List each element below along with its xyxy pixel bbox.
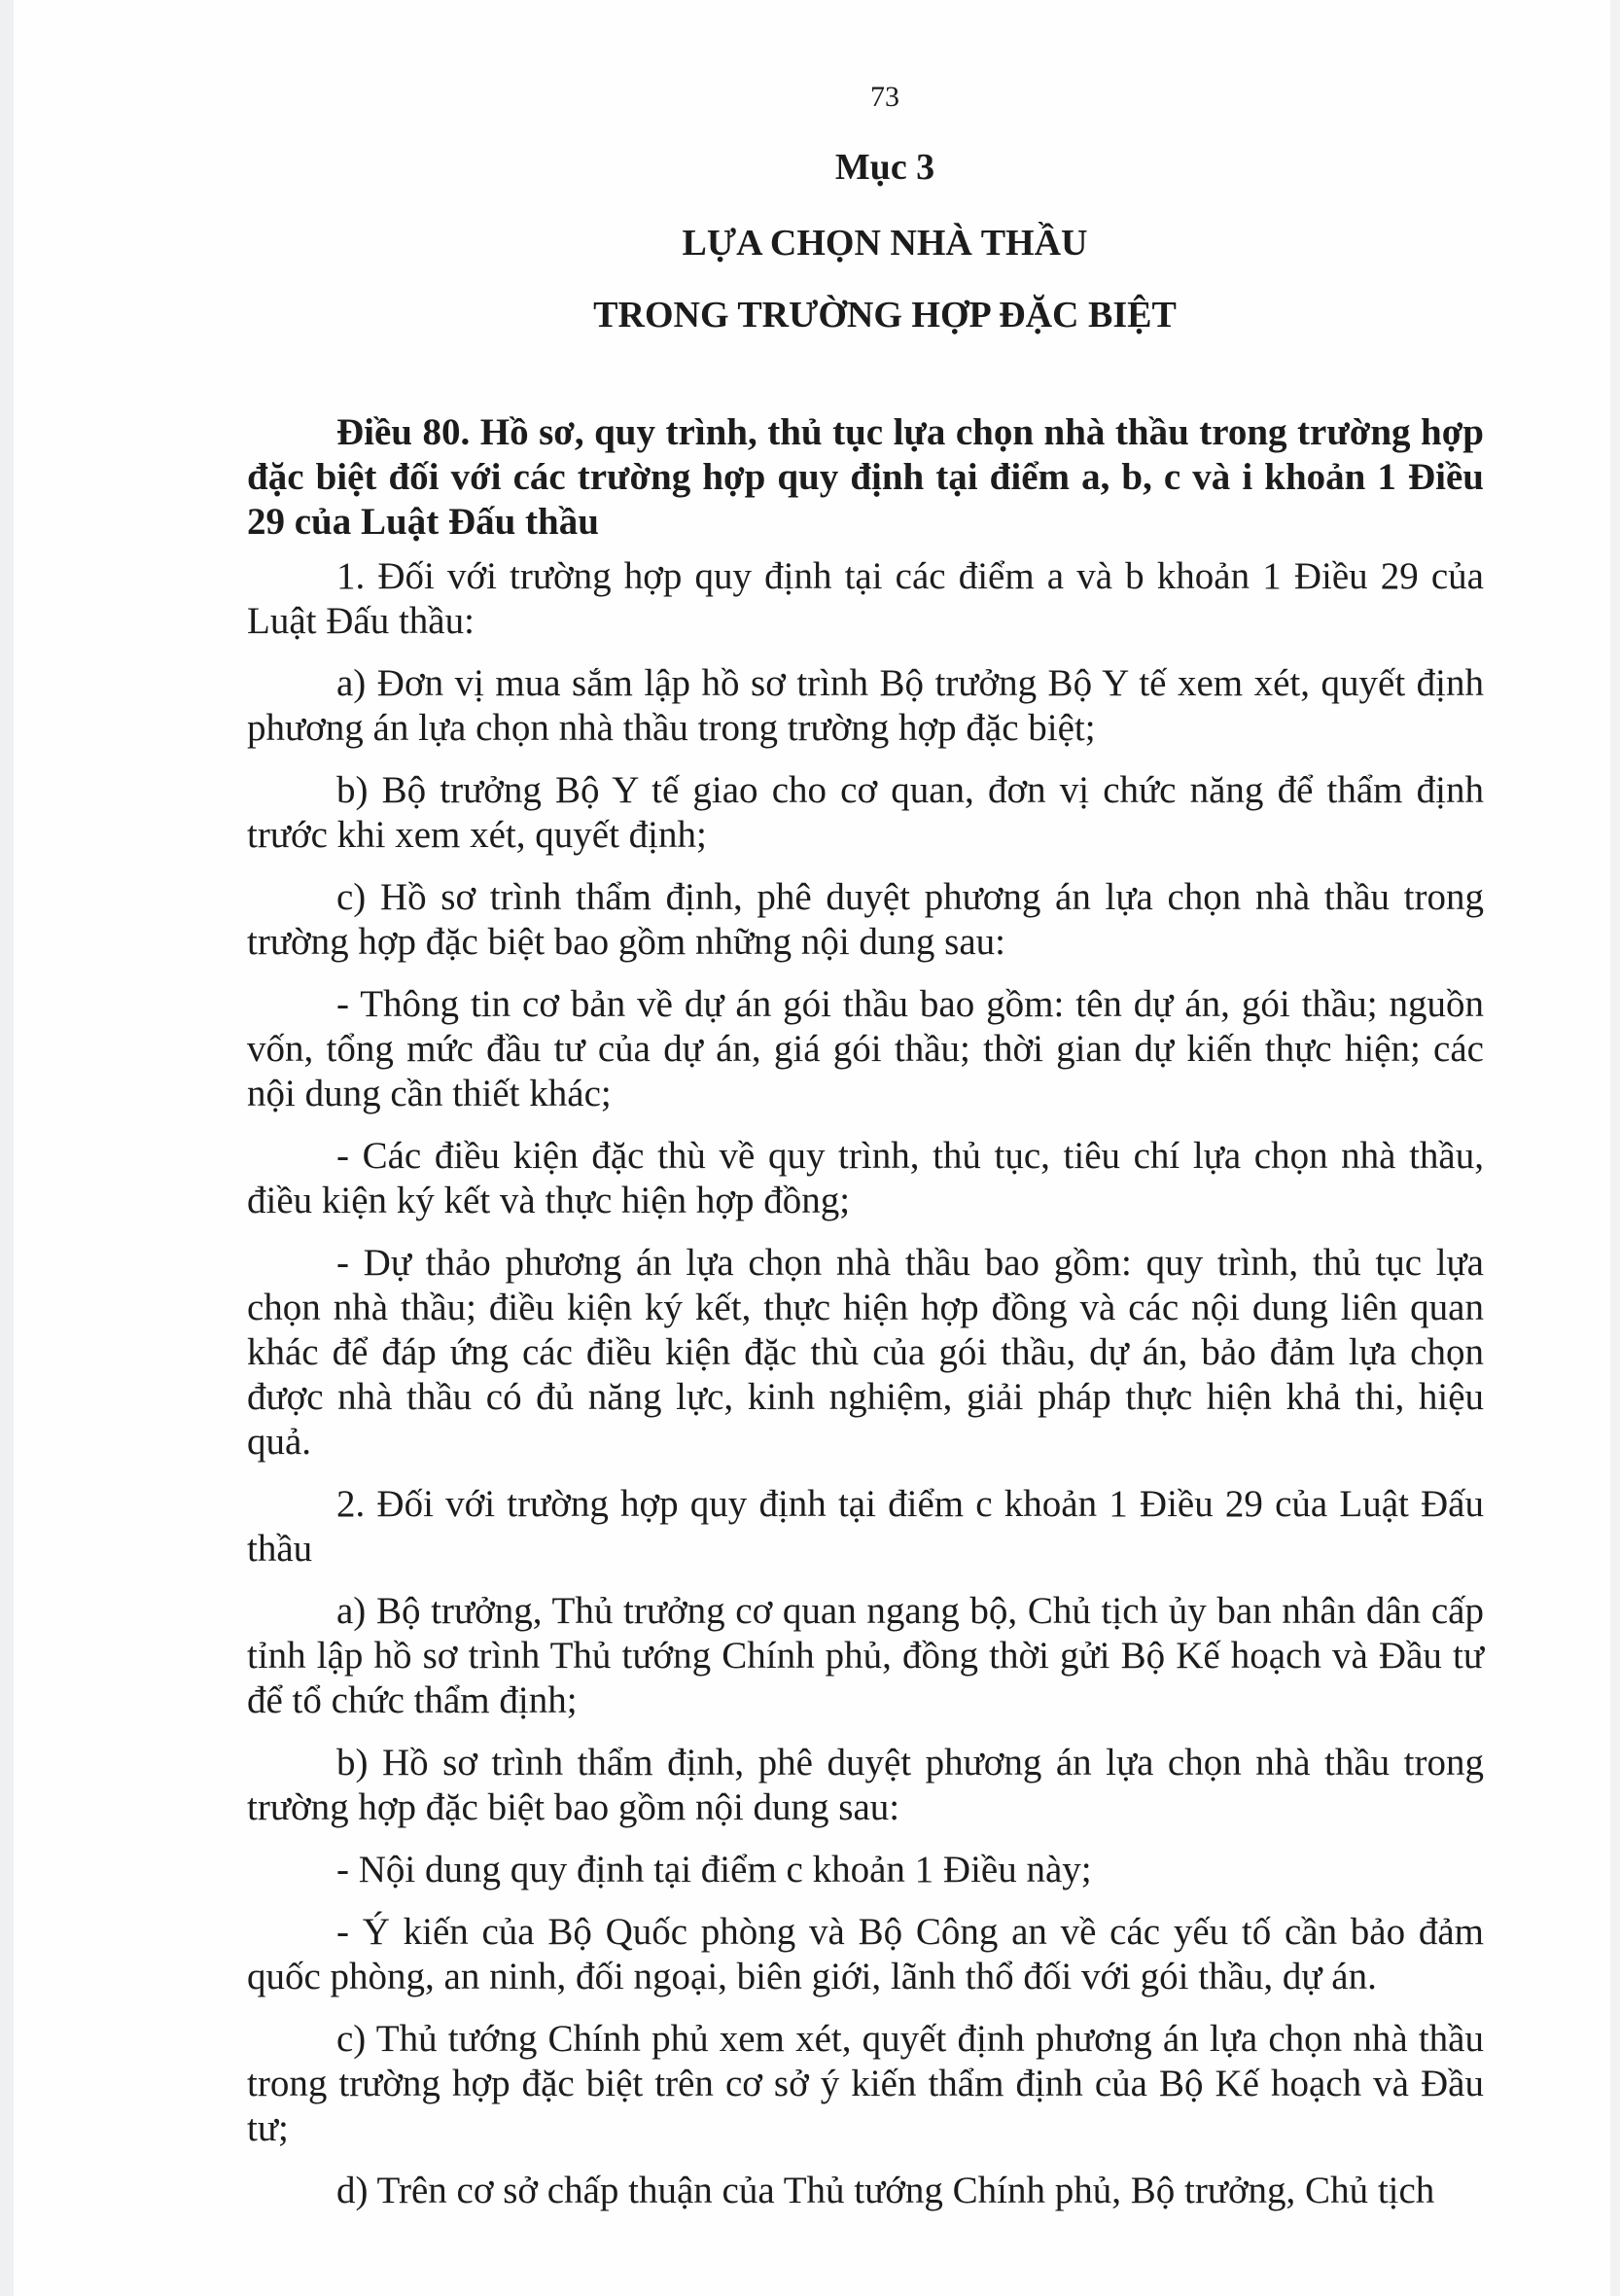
section-title-line1: LỰA CHỌN NHÀ THẦU bbox=[682, 223, 1088, 264]
page-number: 73 bbox=[870, 81, 899, 113]
paragraph: - Ý kiến của Bộ Quốc phòng và Bộ Công an về các yếu tố cần bảo đảm quốc phòng, an ninh, đối ngoại, biên giới, lãnh thổ đối với gói thầu, dự án. bbox=[247, 1911, 1484, 1997]
paragraph: a) Đơn vị mua sắm lập hồ sơ trình Bộ trưởng Bộ Y tế xem xét, quyết định phương án lựa chọn nhà thầu trong trường hợp đặc biệt; bbox=[247, 662, 1484, 749]
paragraph: c) Hồ sơ trình thẩm định, phê duyệt phương án lựa chọn nhà thầu trong trường hợp đặc biệt bao gồm những nội dung sau: bbox=[247, 876, 1484, 963]
paragraph: c) Thủ tướng Chính phủ xem xét, quyết định phương án lựa chọn nhà thầu trong trường hợp đặc biệt trên cơ sở ý kiến thẩm định của Bộ Kế hoạch và Đầu tư; bbox=[247, 2018, 1484, 2149]
paragraph: - Nội dung quy định tại điểm c khoản 1 Điều này; bbox=[336, 1849, 1092, 1890]
section-label: Mục 3 bbox=[834, 147, 935, 188]
paragraph: b) Hồ sơ trình thẩm định, phê duyệt phương án lựa chọn nhà thầu trong trường hợp đặc biệt bao gồm nội dung sau: bbox=[247, 1742, 1484, 1828]
section-title-line2: TRONG TRƯỜNG HỢP ĐẶC BIỆT bbox=[593, 295, 1177, 336]
paragraph: 2. Đối với trường hợp quy định tại điểm c khoản 1 Điều 29 của Luật Đấu thầu bbox=[247, 1483, 1484, 1570]
paragraph: 1. Đối với trường hợp quy định tại các điểm a và b khoản 1 Điều 29 của Luật Đấu thầu: bbox=[247, 555, 1484, 642]
article-heading: Điều 80. Hồ sơ, quy trình, thủ tục lựa chọn nhà thầu trong trường hợp đặc biệt đối với các trường hợp quy định tại điểm a, b, c và i khoản 1 Điều 29 của Luật Đấu thầu bbox=[247, 411, 1484, 543]
paragraph: - Thông tin cơ bản về dự án gói thầu bao gồm: tên dự án, gói thầu; nguồn vốn, tổng mức đầu tư của dự án, giá gói thầu; thời gian dự kiến thực hiện; các nội dung cần thiết khác; bbox=[247, 983, 1484, 1114]
paragraph: - Các điều kiện đặc thù về quy trình, thủ tục, tiêu chí lựa chọn nhà thầu, điều kiện ký kết và thực hiện hợp đồng; bbox=[247, 1135, 1484, 1221]
scan-edge-left bbox=[0, 0, 14, 2296]
paragraph: a) Bộ trưởng, Thủ trưởng cơ quan ngang bộ, Chủ tịch ủy ban nhân dân cấp tỉnh lập hồ sơ trình Thủ tướng Chính phủ, đồng thời gửi Bộ Kế hoạch và Đầu tư để tổ chức thẩm định; bbox=[247, 1590, 1484, 1721]
page-content bbox=[247, 78, 1484, 2213]
paragraph: d) Trên cơ sở chấp thuận của Thủ tướng Chính phủ, Bộ trưởng, Chủ tịch bbox=[336, 2170, 1435, 2211]
paragraph: - Dự thảo phương án lựa chọn nhà thầu bao gồm: quy trình, thủ tục lựa chọn nhà thầu; điều kiện ký kết, thực hiện hợp đồng và các nội dung liên quan khác để đáp ứng các điều kiện đặc thù của gói thầu, dự án, bảo đảm lựa chọn được nhà thầu có đủ năng lực, kinh nghiệm, giải pháp thực hiện khả thi, hiệu quả. bbox=[247, 1242, 1484, 1463]
paragraph: b) Bộ trưởng Bộ Y tế giao cho cơ quan, đơn vị chức năng để thẩm định trước khi xem xét, quyết định; bbox=[247, 769, 1484, 856]
scan-edge-right bbox=[1610, 0, 1620, 2296]
